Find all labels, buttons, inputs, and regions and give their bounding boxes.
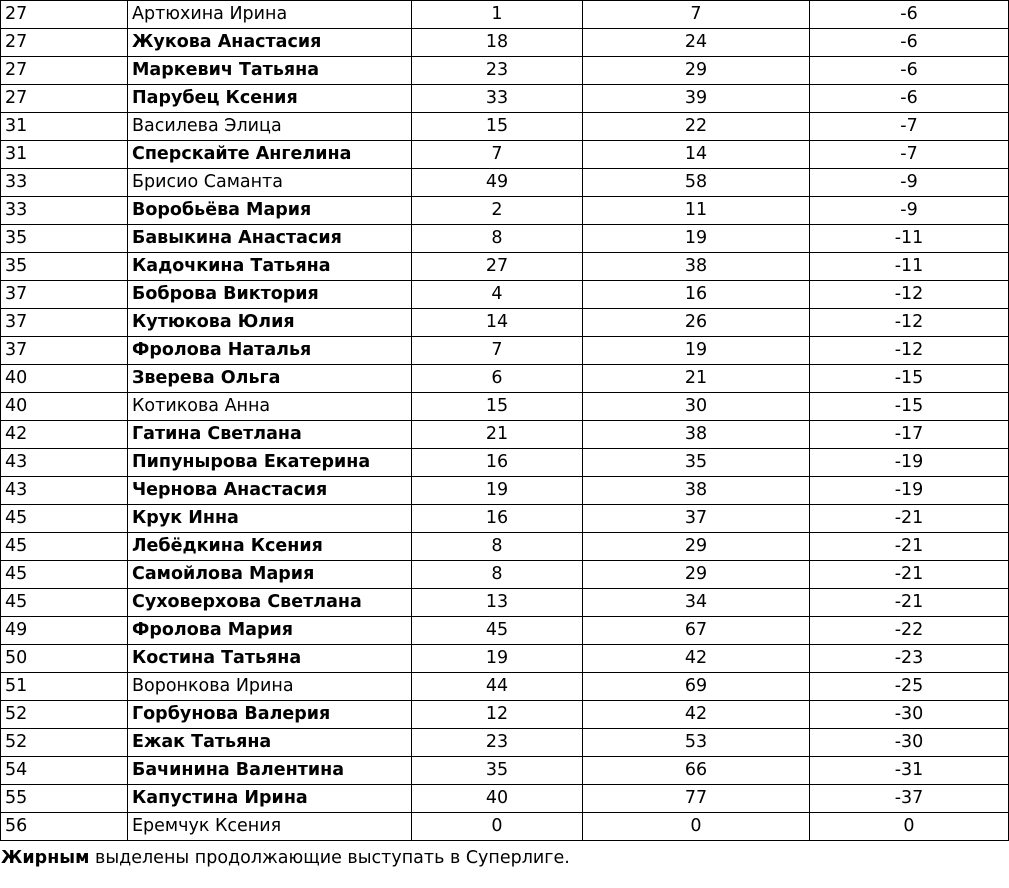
- table-row: [1, 85, 1009, 113]
- player-name-cell: Крук Инна: [128, 505, 412, 533]
- value-b-cell: 42: [583, 701, 810, 729]
- player-name-cell: Капустина Ирина: [128, 785, 412, 813]
- table-row: [1, 1, 1009, 29]
- value-a-cell: 16: [412, 505, 583, 533]
- player-name-cell: Воробьёва Мария: [128, 197, 412, 225]
- value-b-cell: 53: [583, 729, 810, 757]
- table-row: [1, 449, 1009, 477]
- value-a-cell: 15: [412, 393, 583, 421]
- value-a-cell: 0: [412, 813, 583, 841]
- rank-cell: 45: [1, 561, 128, 589]
- rank-cell: 43: [1, 477, 128, 505]
- table-row: [1, 561, 1009, 589]
- value-b-cell: 39: [583, 85, 810, 113]
- difference-cell: -12: [810, 309, 1009, 337]
- rank-cell: 37: [1, 337, 128, 365]
- value-b-cell: 21: [583, 365, 810, 393]
- value-a-cell: 33: [412, 85, 583, 113]
- rank-cell: 27: [1, 85, 128, 113]
- player-name-cell: Фролова Мария: [128, 617, 412, 645]
- rank-cell: 45: [1, 505, 128, 533]
- player-name-cell: Бавыкина Анастасия: [128, 225, 412, 253]
- table-row: [1, 197, 1009, 225]
- difference-cell: 0: [810, 813, 1009, 841]
- value-b-cell: 34: [583, 589, 810, 617]
- value-b-cell: 11: [583, 197, 810, 225]
- difference-cell: -31: [810, 757, 1009, 785]
- difference-cell: -15: [810, 365, 1009, 393]
- difference-cell: -25: [810, 673, 1009, 701]
- table-row: [1, 701, 1009, 729]
- difference-cell: -6: [810, 85, 1009, 113]
- rank-cell: 35: [1, 253, 128, 281]
- difference-cell: -21: [810, 561, 1009, 589]
- value-b-cell: 37: [583, 505, 810, 533]
- value-a-cell: 7: [412, 141, 583, 169]
- player-name-cell: Еремчук Ксения: [128, 813, 412, 841]
- rank-cell: 37: [1, 281, 128, 309]
- value-a-cell: 16: [412, 449, 583, 477]
- player-name-cell: Маркевич Татьяна: [128, 57, 412, 85]
- table-row: [1, 673, 1009, 701]
- table-row: [1, 533, 1009, 561]
- difference-cell: -17: [810, 421, 1009, 449]
- table-row: [1, 309, 1009, 337]
- value-b-cell: 66: [583, 757, 810, 785]
- value-a-cell: 23: [412, 57, 583, 85]
- value-b-cell: 42: [583, 645, 810, 673]
- table-row: [1, 589, 1009, 617]
- difference-cell: -19: [810, 449, 1009, 477]
- value-a-cell: 14: [412, 309, 583, 337]
- value-a-cell: 44: [412, 673, 583, 701]
- table-row: [1, 645, 1009, 673]
- rank-cell: 52: [1, 701, 128, 729]
- value-b-cell: 67: [583, 617, 810, 645]
- player-name-cell: Парубец Ксения: [128, 85, 412, 113]
- rank-cell: 37: [1, 309, 128, 337]
- value-b-cell: 29: [583, 561, 810, 589]
- rank-cell: 40: [1, 393, 128, 421]
- value-a-cell: 19: [412, 477, 583, 505]
- table-row: [1, 253, 1009, 281]
- difference-cell: -12: [810, 337, 1009, 365]
- player-name-cell: Брисио Саманта: [128, 169, 412, 197]
- value-b-cell: 24: [583, 29, 810, 57]
- rank-cell: 31: [1, 141, 128, 169]
- player-name-cell: Зверева Ольга: [128, 365, 412, 393]
- table-row: [1, 113, 1009, 141]
- value-a-cell: 6: [412, 365, 583, 393]
- player-name-cell: Фролова Наталья: [128, 337, 412, 365]
- value-b-cell: 38: [583, 253, 810, 281]
- value-b-cell: 16: [583, 281, 810, 309]
- player-name-cell: Артюхина Ирина: [128, 1, 412, 29]
- player-name-cell: Бачинина Валентина: [128, 757, 412, 785]
- player-name-cell: Кадочкина Татьяна: [128, 253, 412, 281]
- rank-cell: 31: [1, 113, 128, 141]
- player-name-cell: Горбунова Валерия: [128, 701, 412, 729]
- value-a-cell: 1: [412, 1, 583, 29]
- player-name-cell: Лебёдкина Ксения: [128, 533, 412, 561]
- value-b-cell: 29: [583, 533, 810, 561]
- rank-cell: 27: [1, 1, 128, 29]
- value-b-cell: 19: [583, 225, 810, 253]
- value-a-cell: 40: [412, 785, 583, 813]
- player-name-cell: Котикова Анна: [128, 393, 412, 421]
- difference-cell: -23: [810, 645, 1009, 673]
- value-a-cell: 2: [412, 197, 583, 225]
- rank-cell: 54: [1, 757, 128, 785]
- footnote-bold-part: Жирным: [1, 848, 90, 868]
- value-b-cell: 7: [583, 1, 810, 29]
- table-row: [1, 785, 1009, 813]
- difference-cell: -7: [810, 113, 1009, 141]
- table-row: [1, 393, 1009, 421]
- player-name-cell: Сперскайте Ангелина: [128, 141, 412, 169]
- table-row: [1, 281, 1009, 309]
- player-name-cell: Ежак Татьяна: [128, 729, 412, 757]
- player-name-cell: Чернова Анастасия: [128, 477, 412, 505]
- difference-cell: -11: [810, 225, 1009, 253]
- player-name-cell: Пипунырова Екатерина: [128, 449, 412, 477]
- value-b-cell: 38: [583, 421, 810, 449]
- value-b-cell: 0: [583, 813, 810, 841]
- rank-cell: 51: [1, 673, 128, 701]
- table-row: [1, 29, 1009, 57]
- value-a-cell: 19: [412, 645, 583, 673]
- table-row: [1, 337, 1009, 365]
- rank-cell: 35: [1, 225, 128, 253]
- player-name-cell: Костина Татьяна: [128, 645, 412, 673]
- rank-cell: 33: [1, 197, 128, 225]
- rank-cell: 40: [1, 365, 128, 393]
- table-row: [1, 477, 1009, 505]
- value-b-cell: 35: [583, 449, 810, 477]
- difference-cell: -37: [810, 785, 1009, 813]
- table-row: [1, 421, 1009, 449]
- value-a-cell: 18: [412, 29, 583, 57]
- value-a-cell: 21: [412, 421, 583, 449]
- value-a-cell: 45: [412, 617, 583, 645]
- table-row: [1, 505, 1009, 533]
- player-name-cell: Суховерхова Светлана: [128, 589, 412, 617]
- rank-cell: 52: [1, 729, 128, 757]
- value-a-cell: 13: [412, 589, 583, 617]
- player-name-cell: Гатина Светлана: [128, 421, 412, 449]
- table-row: [1, 225, 1009, 253]
- rank-cell: 45: [1, 533, 128, 561]
- value-a-cell: 8: [412, 225, 583, 253]
- value-b-cell: 77: [583, 785, 810, 813]
- value-b-cell: 22: [583, 113, 810, 141]
- footnote-text: выделены продолжающие выступать в Суперлиге.: [89, 848, 570, 868]
- difference-cell: -19: [810, 477, 1009, 505]
- value-a-cell: 27: [412, 253, 583, 281]
- table-row: [1, 813, 1009, 841]
- table-row: [1, 617, 1009, 645]
- player-name-cell: Боброва Виктория: [128, 281, 412, 309]
- difference-cell: -7: [810, 141, 1009, 169]
- difference-cell: -12: [810, 281, 1009, 309]
- table-row: [1, 757, 1009, 785]
- rank-cell: 55: [1, 785, 128, 813]
- value-a-cell: 23: [412, 729, 583, 757]
- difference-cell: -9: [810, 169, 1009, 197]
- rank-cell: 33: [1, 169, 128, 197]
- value-b-cell: 38: [583, 477, 810, 505]
- difference-cell: -9: [810, 197, 1009, 225]
- rank-cell: 56: [1, 813, 128, 841]
- difference-cell: -21: [810, 589, 1009, 617]
- value-a-cell: 35: [412, 757, 583, 785]
- player-name-cell: Самойлова Мария: [128, 561, 412, 589]
- value-a-cell: 12: [412, 701, 583, 729]
- rank-cell: 50: [1, 645, 128, 673]
- difference-cell: -6: [810, 29, 1009, 57]
- footnote: [1, 845, 570, 871]
- table-row: [1, 169, 1009, 197]
- value-a-cell: 4: [412, 281, 583, 309]
- table-row: [1, 729, 1009, 757]
- player-name-cell: Жукова Анастасия: [128, 29, 412, 57]
- difference-cell: -22: [810, 617, 1009, 645]
- difference-cell: -21: [810, 533, 1009, 561]
- difference-cell: -11: [810, 253, 1009, 281]
- value-b-cell: 14: [583, 141, 810, 169]
- player-name-cell: Василева Элица: [128, 113, 412, 141]
- rank-cell: 42: [1, 421, 128, 449]
- value-b-cell: 29: [583, 57, 810, 85]
- value-a-cell: 49: [412, 169, 583, 197]
- difference-cell: -21: [810, 505, 1009, 533]
- value-a-cell: 8: [412, 561, 583, 589]
- value-b-cell: 69: [583, 673, 810, 701]
- value-b-cell: 58: [583, 169, 810, 197]
- difference-cell: -30: [810, 701, 1009, 729]
- value-a-cell: 15: [412, 113, 583, 141]
- table-row: [1, 365, 1009, 393]
- rank-cell: 43: [1, 449, 128, 477]
- rank-cell: 45: [1, 589, 128, 617]
- table-row: [1, 57, 1009, 85]
- difference-cell: -15: [810, 393, 1009, 421]
- difference-cell: -30: [810, 729, 1009, 757]
- value-a-cell: 8: [412, 533, 583, 561]
- table-body: [1, 1, 1009, 841]
- value-b-cell: 19: [583, 337, 810, 365]
- rank-cell: 49: [1, 617, 128, 645]
- difference-cell: -6: [810, 57, 1009, 85]
- table-row: [1, 141, 1009, 169]
- player-name-cell: Кутюкова Юлия: [128, 309, 412, 337]
- rank-cell: 27: [1, 57, 128, 85]
- rank-cell: 27: [1, 29, 128, 57]
- player-name-cell: Воронкова Ирина: [128, 673, 412, 701]
- value-a-cell: 7: [412, 337, 583, 365]
- difference-cell: -6: [810, 1, 1009, 29]
- value-b-cell: 30: [583, 393, 810, 421]
- value-b-cell: 26: [583, 309, 810, 337]
